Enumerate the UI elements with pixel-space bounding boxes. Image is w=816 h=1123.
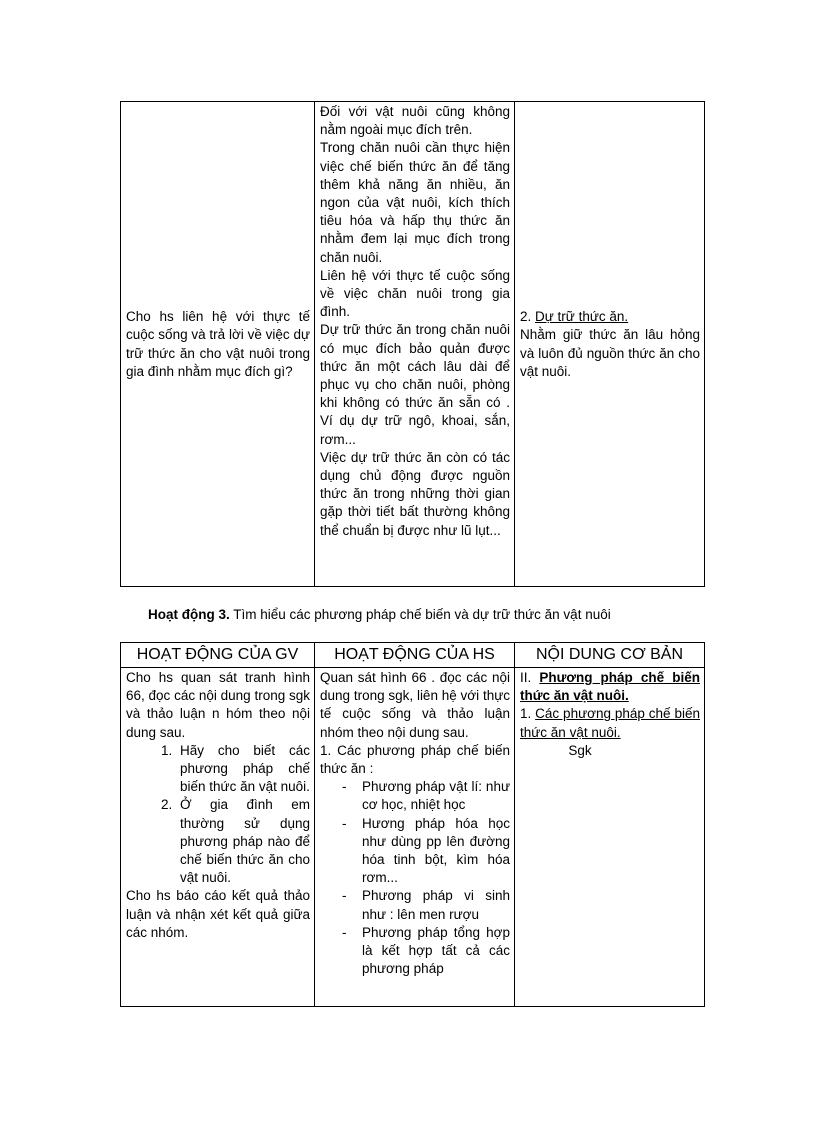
activity-3-heading	[148, 606, 611, 624]
teacher-question-item: 2. Ở gia đình em thường sử dụng phương pháp nào để chế biến thức ăn cho vật nuôi.	[176, 796, 310, 887]
student-answer-3: Liên hệ với thực tế cuộc sống về việc chăn nuôi trong gia đình.	[320, 267, 510, 320]
teacher-question-item: 1. Hãy cho biết các phương pháp chế biến thức ăn vật nuôi.	[176, 742, 310, 797]
teacher-outro: Cho hs báo cáo kết quả thảo luận và nhận xét kết quả giữa các nhóm.	[126, 888, 310, 940]
header-content: NỘI DUNG CƠ BẢN	[515, 643, 705, 668]
content-cell-2	[515, 668, 705, 1007]
student-subheading: 1. Các phương pháp chế biến thức ăn :	[320, 742, 510, 777]
content-title: Dự trữ thức ăn.	[535, 309, 629, 325]
activity-3-label: Hoạt động 3.	[148, 607, 230, 622]
teacher-question: Cho hs liên hệ với thực tế cuộc sống và trả lời về việc dự trữ thức ăn cho vật nuôi trong gia đình nhằm mục đích gì?	[126, 309, 310, 379]
content-heading: 2. Dự trữ thức ăn.	[520, 309, 629, 325]
activity-table-bottom	[120, 642, 705, 1007]
activity-table-top	[120, 101, 705, 587]
method-item: - Phương pháp tổng hợp là kết hợp tất cả các phương pháp	[362, 924, 510, 979]
student-intro: Quan sát hình 66 . đọc các nội dung trong sgk, liên hệ với thực tế cuộc sống và thảo luận nhóm theo nội dung sau.	[320, 670, 510, 740]
reference-text: Sgk	[568, 742, 592, 758]
content-cell	[515, 102, 705, 587]
teacher-activity-cell	[121, 102, 315, 587]
method-item: - Phương pháp vi sinh như : lên men rượu	[362, 887, 510, 923]
student-answer-1: Đối với vật nuôi cũng không nằm ngoài mục đích trên.	[320, 104, 510, 138]
student-answer-2: Trong chăn nuôi cần thực hiện việc chế biến thức ăn để tăng thêm khả năng ăn nhiều, ăn ngon của vật nuôi, kích thích tiêu hóa và hấp thụ thức ăn nhằm đem lại mục đích trong chăn nuôi.	[320, 140, 510, 265]
subsection-heading: 1. Các phương pháp chế biến thức ăn vật nuôi.	[520, 706, 700, 740]
student-activity-cell	[315, 102, 515, 587]
student-answer-5: Việc dự trữ thức ăn còn có tác dụng chủ động được nguồn thức ăn trong những thời gian gặp thời tiết bất thường không thể chuẩn bị được như lũ lụt...	[320, 449, 510, 538]
teacher-intro: Cho hs quan sát tranh hình 66, đọc các nội dung trong sgk và thảo luận n hóm theo nội dung sau.	[126, 670, 310, 740]
section-title: Phương pháp chế biến thức ăn vật nuôi.	[520, 670, 700, 704]
method-item: - Phương pháp vật lí: như cơ học, nhiệt học	[362, 778, 510, 814]
section-heading: II. Phương pháp chế biến thức ăn vật nuôi.	[520, 670, 700, 704]
method-item: - Hương pháp hóa học như dùng pp lên đường hóa tinh bột, kìm hóa rơm...	[362, 815, 510, 888]
header-teacher: HOẠT ĐỘNG CỦA GV	[121, 643, 315, 668]
student-answer-4: Dự trữ thức ăn trong chăn nuôi có mục đích bảo quản được thức ăn một cách lâu dài để phục vụ cho chăn nuôi, phòng khi không có thức ăn sẵn có . Ví dụ dự trữ ngô, khoai, sắn, rơm...	[320, 322, 510, 447]
content-text: Nhằm giữ thức ăn lâu hỏng và luôn đủ nguồn thức ăn cho vật nuôi.	[520, 327, 700, 379]
teacher-activity-cell-2	[121, 668, 315, 1007]
activity-3-title: Tìm hiểu các phương pháp chế biến và dự trữ thức ăn vật nuôi	[229, 607, 611, 622]
subsection-title: Các phương pháp chế biến thức ăn vật nuôi.	[520, 706, 700, 740]
student-activity-cell-2	[315, 668, 515, 1007]
header-student: HOẠT ĐỘNG CỦA HS	[315, 643, 515, 668]
method-list	[320, 778, 510, 978]
teacher-question-list	[126, 742, 310, 888]
